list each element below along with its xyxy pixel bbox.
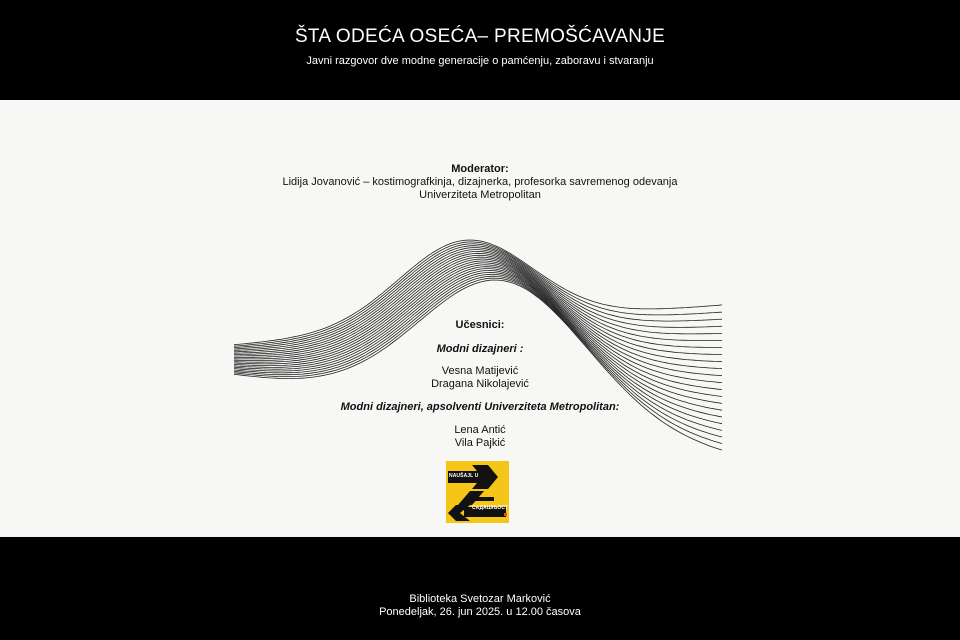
logo-text-top: NAUŠAJL U [449,473,479,479]
event-title: ŠTA ODEĆA OSEĆA– PREMOŠĆAVANJE [294,26,666,47]
arrow-logo-icon [446,461,509,523]
logo-text-bottom: САДАШЊОСТ [472,505,509,511]
datetime-text: Ponedeljak, 26. jun 2025. u 12.00 časova [379,606,581,618]
moderator-label: Moderator: [451,163,509,175]
group1-label: Modni dizajneri : [436,343,524,355]
moderator-line-2: Univerziteta Metropolitan [419,189,541,201]
event-subtitle: Javni razgovor dve modne generacije o pamćenju, zaboravu i stvaranju [306,55,654,67]
moderator-line-1: Lidija Jovanović – kostimografkinja, dizajnerka, profesorka savremenog odevanja [282,176,678,188]
wave-line [234,253,722,354]
participants-label: Učesnici: [455,319,505,331]
poster-panel [0,100,960,537]
wave-line [234,259,722,376]
participant-name: Dragana Nikolajević [431,378,529,390]
group2-label: Modni dizajneri, apsolventi Univerziteta Metropolitan: [340,401,620,413]
event-logo [446,461,509,523]
venue-text: Biblioteka Svetozar Marković [409,593,551,605]
footer-band [0,537,960,640]
header-band [0,0,960,100]
participant-name: Vesna Matijević [441,365,519,377]
participant-name: Lena Antić [454,424,506,436]
participant-name: Vila Pajkić [454,437,506,449]
